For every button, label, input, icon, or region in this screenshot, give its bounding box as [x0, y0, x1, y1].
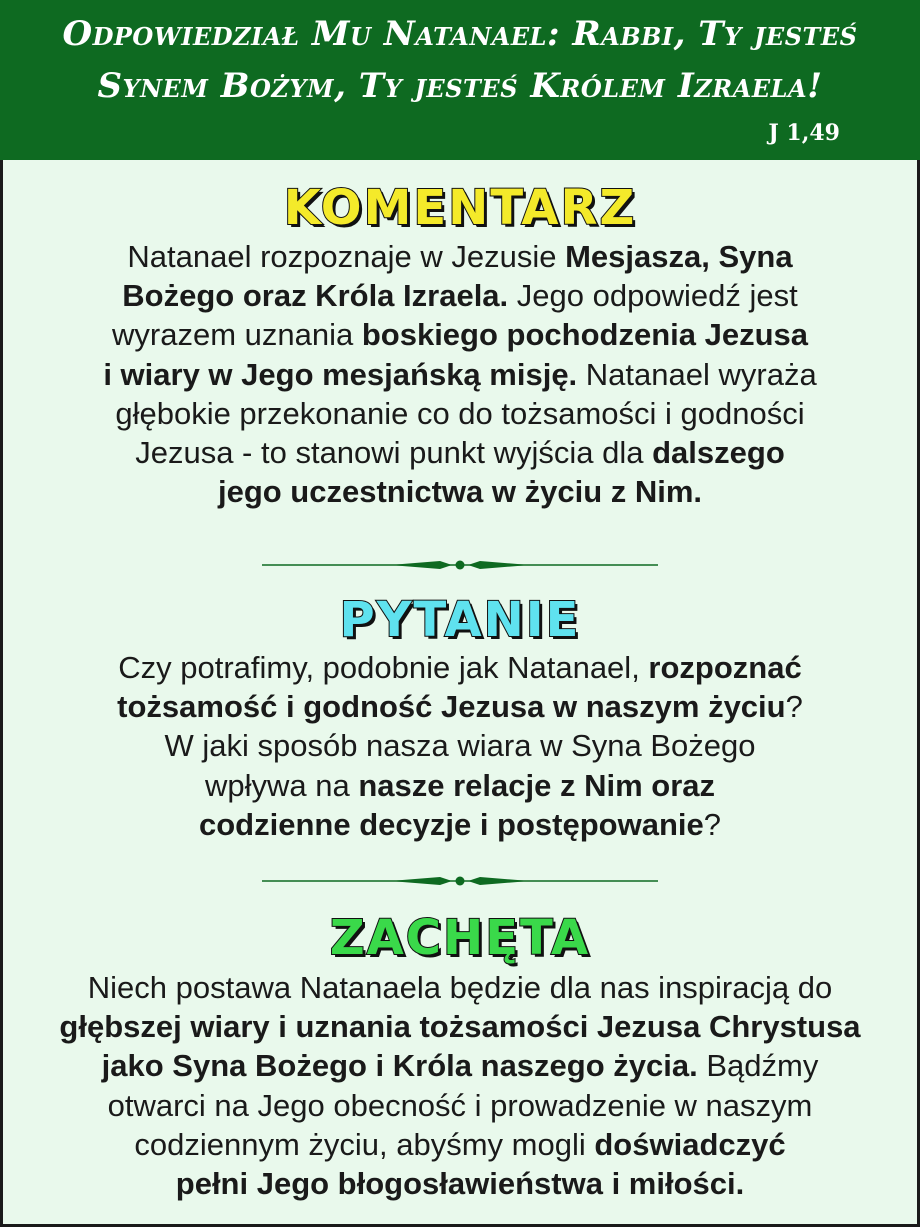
- bold-run: Mesjasza, Syna: [565, 239, 793, 274]
- text-run: wpływa na: [204, 767, 359, 803]
- bold-run: codzienne decyzje i postępowanie: [199, 806, 704, 842]
- text-run: codziennym życiu, abyśmy mogli: [134, 1126, 595, 1162]
- bold-run: boskiego pochodzenia Jezusa: [361, 317, 808, 353]
- bold-run: tożsamość i godność Jezusa w naszym życiu: [117, 689, 786, 725]
- text-line: [0, 276, 920, 315]
- ornament-divider: [262, 557, 658, 573]
- quote-line-2: Synem Bożym, Ty jesteś Królem Izraela!: [97, 66, 823, 106]
- header-banner: [0, 0, 920, 160]
- scripture-quote: [0, 8, 920, 112]
- ornament-divider: [262, 873, 658, 889]
- text-line: [0, 472, 920, 511]
- text-run: ?: [703, 806, 721, 842]
- text-run: ?: [785, 689, 803, 725]
- bold-run: doświadczyć: [594, 1126, 786, 1162]
- text-run: Jezusa - to stanowi punkt wyjścia dla: [135, 435, 653, 471]
- text-run: Bądźmy: [697, 1048, 819, 1084]
- bold-run: jego uczestnictwa w życiu z Nim.: [217, 474, 703, 510]
- text-line: [0, 1086, 920, 1125]
- bold-run: i wiary w Jego mesjańską misję.: [103, 356, 578, 392]
- text-line: [0, 968, 920, 1007]
- bold-run: nasze relacje z Nim oraz: [358, 767, 716, 803]
- bold-run: głębszej wiary i uznania tożsamości Jezusa Chrystusa: [59, 1009, 861, 1045]
- text-run: Czy potrafimy, podobnie jak Natanael,: [118, 650, 649, 685]
- scripture-reference: J 1,49: [768, 120, 840, 146]
- encouragement-heading: ZACHĘTA: [329, 910, 591, 966]
- quote-line-1: Odpowiedział Mu Natanael: Rabbi, Ty jesteś: [62, 14, 858, 54]
- comment-text: [0, 237, 920, 511]
- encouragement-text: [0, 968, 920, 1203]
- text-run: otwarci na Jego obecność i prowadzenie w naszym: [107, 1087, 813, 1123]
- text-line: [0, 315, 920, 354]
- text-line: [0, 648, 920, 687]
- bold-run: Bożego oraz Króla Izraela.: [122, 278, 509, 314]
- bold-run: jako Syna Bożego i Króla naszego życia.: [101, 1048, 698, 1084]
- bold-run: rozpoznać: [648, 650, 802, 685]
- text-line: [0, 1164, 920, 1203]
- text-line: [0, 1007, 920, 1046]
- bold-run: pełni Jego błogosławieństwa i miłości.: [175, 1166, 745, 1202]
- text-run: wyrazem uznania: [112, 317, 362, 353]
- text-line: [0, 1125, 920, 1164]
- text-line: [0, 726, 920, 765]
- text-run: Niech postawa Natanaela będzie dla nas inspiracją do: [87, 970, 833, 1005]
- text-line: [0, 355, 920, 394]
- text-line: [0, 433, 920, 472]
- question-heading: PYTANIE: [339, 592, 581, 648]
- text-line: [0, 687, 920, 726]
- text-line: [0, 766, 920, 805]
- text-line: [0, 805, 920, 844]
- question-text: [0, 648, 920, 844]
- text-line: [0, 1046, 920, 1085]
- text-run: Jego odpowiedź jest: [508, 278, 798, 314]
- bold-run: dalszego: [652, 435, 785, 471]
- text-run: Natanael rozpoznaje w Jezusie: [127, 239, 566, 274]
- text-line: [0, 237, 920, 276]
- text-run: głębokie przekonanie co do tożsamości i godności: [115, 395, 805, 431]
- text-run: W jaki sposób nasza wiara w Syna Bożego: [164, 728, 756, 764]
- text-line: [0, 394, 920, 433]
- text-run: Natanael wyraża: [577, 356, 817, 392]
- comment-heading: KOMENTARZ: [283, 180, 637, 236]
